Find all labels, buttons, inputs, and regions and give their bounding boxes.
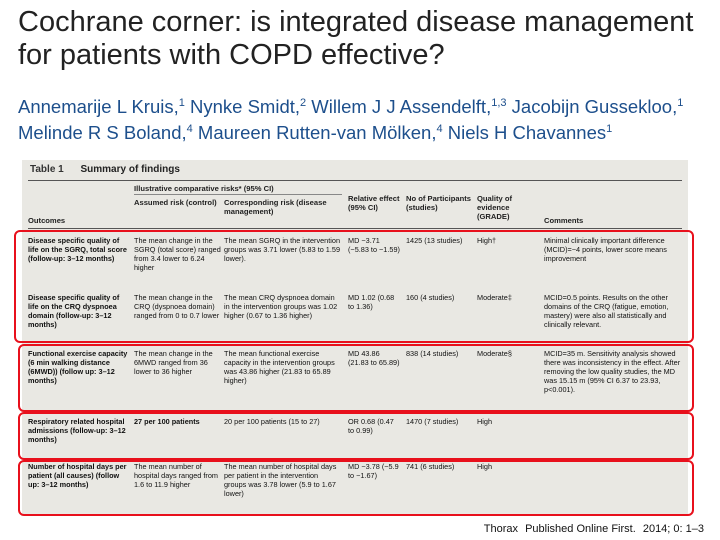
group-header-rule — [134, 194, 342, 195]
table-cell-outcome: Number of hospital days per patient (all causes) (follow up: 3–12 months) — [28, 462, 127, 489]
author: Maureen Rutten-van Mölken, — [197, 122, 437, 144]
table-cell-relative: MD 43.86 (21.83 to 65.89) — [348, 349, 400, 367]
table-cell-quality: Moderate‡ — [477, 293, 512, 302]
table-cell-outcome: Disease specific quality of life on the SGRQ, total score (follow-up: 3–12 months) — [28, 236, 127, 263]
table-cell-relative: MD −3.71 (−5.83 to −1.59) — [348, 236, 400, 254]
author-affiliation: 1 — [606, 123, 613, 136]
author-affiliation: 1 — [677, 97, 684, 109]
author-affiliation: 4 — [186, 123, 193, 136]
table-cell-corresponding: The mean SGRQ in the intervention groups was 3.71 lower (5.83 to 1.59 lower). — [224, 236, 341, 263]
author-list — [18, 92, 708, 144]
table-cell-participants: 741 (6 studies) — [406, 462, 455, 471]
table-cell-relative: MD 1.02 (0.68 to 1.36) — [348, 293, 395, 311]
header-comments: Comments — [544, 216, 584, 225]
highlight-box-hospital-days — [18, 460, 694, 516]
table-cell-participants: 1470 (7 studies) — [406, 417, 459, 426]
author: Nynke Smidt, — [190, 96, 301, 118]
header-assumed-risk: Assumed risk (control) — [134, 198, 217, 207]
table-cell-participants: 838 (14 studies) — [406, 349, 459, 358]
table-rule — [28, 180, 682, 181]
table-cell-participants: 160 (4 studies) — [406, 293, 455, 302]
table-label: Table 1 — [30, 164, 64, 175]
footer-journal: Thorax — [483, 523, 519, 535]
highlight-box-hospital-admissions — [18, 412, 694, 460]
table-cell-comments: Minimal clinically important difference (MCID)=−4 points, lower score means improvement — [544, 236, 667, 263]
table-cell-quality: High — [477, 417, 493, 426]
table-cell-relative: OR 0.68 (0.47 to 0.99) — [348, 417, 394, 435]
author: Niels H Chavannes — [447, 122, 607, 144]
header-outcomes: Outcomes — [28, 216, 66, 225]
table-cell-corresponding: The mean CRQ dyspnoea domain in the intervention groups was 1.02 higher (0.67 to 1.36 higher) — [224, 293, 338, 320]
author: Annemarije L Kruis, — [18, 96, 179, 118]
table-cell-quality: High — [477, 462, 493, 471]
author-affiliation: 4 — [436, 123, 443, 136]
table-cell-quality: Moderate§ — [477, 349, 512, 358]
author: Willem J J Assendelft, — [311, 96, 492, 118]
table-cell-assumed: The mean change in the SGRQ (total score) ranged from 3.4 lower to 6.24 higher — [134, 236, 221, 272]
footer-citation: 2014; 0: 1–3 — [642, 523, 704, 535]
table-caption — [30, 164, 180, 175]
header-corresponding-risk: Corresponding risk (disease management) — [224, 198, 327, 216]
author-affiliation: 2 — [300, 97, 307, 109]
header-relative-effect: Relative effect (95% CI) — [348, 194, 400, 212]
author-affiliation: 1 — [178, 97, 185, 109]
table-cell-outcome: Functional exercise capacity (6 min walking distance (6MWD)) (follow up: 3–12 months) — [28, 349, 128, 385]
table-cell-assumed: The mean number of hospital days ranged from 1.6 to 11.9 higher — [134, 462, 218, 489]
table-cell-assumed: 27 per 100 patients — [134, 417, 200, 426]
header-rule — [28, 228, 682, 229]
table-cell-corresponding: The mean functional exercise capacity in the intervention groups was 43.86 higher (21.83 to 65.89 higher) — [224, 349, 335, 385]
author: Jacobijn Gussekloo, — [511, 96, 678, 118]
table-cell-corresponding: 20 per 100 patients (15 to 27) — [224, 417, 320, 426]
table-cell-quality: High† — [477, 236, 497, 245]
header-participants: No of Participants (studies) — [406, 194, 471, 212]
table-cell-assumed: The mean change in the 6MWD ranged from 36 lower to 36 higher — [134, 349, 213, 376]
author-affiliation: 1,3 — [491, 97, 507, 109]
highlight-box-quality-of-life — [14, 230, 694, 343]
article-title: Cochrane corner: is integrated disease management for patients with COPD effective? — [18, 6, 694, 71]
table-cell-assumed: The mean change in the CRQ (dyspnoea domain) ranged from 0 to 0.7 lower — [134, 293, 220, 320]
footer-status: Published Online First. — [525, 523, 636, 535]
table-cell-comments: MCID=35 m. Sensitivity analysis showed there was inconsistency in the effect. After removing the low quality studies, the MD was 15.15 m (95% CI 6.37 to 23.93, p<0.001). — [544, 349, 681, 394]
table-cell-comments: MCID=0.5 points. Results on the other domains of the CRQ (fatigue, emotion, mastery) were also all statistically and clinically relevant. — [544, 293, 669, 329]
author: Melinde R S Boland, — [18, 122, 187, 144]
group-header: Illustrative comparative risks* (95% CI) — [134, 184, 274, 193]
table-caption-text: Summary of findings — [80, 164, 180, 175]
page-footer — [484, 523, 708, 535]
table-cell-participants: 1425 (13 studies) — [406, 236, 463, 245]
table-cell-relative: MD −3.78 (−5.9 to −1.67) — [348, 462, 399, 480]
table-cell-outcome: Respiratory related hospital admissions (follow-up: 3–12 months) — [28, 417, 126, 444]
table-cell-corresponding: The mean number of hospital days per patient in the intervention groups was 3.78 lower (5.9 to 1.67 lower) — [224, 462, 337, 498]
highlight-box-exercise-capacity — [18, 344, 694, 412]
table-cell-outcome: Disease specific quality of life on the CRQ dyspnoea domain (follow-up: 3–12 months) — [28, 293, 120, 329]
header-quality: Quality of evidence (GRADE) — [477, 194, 513, 221]
